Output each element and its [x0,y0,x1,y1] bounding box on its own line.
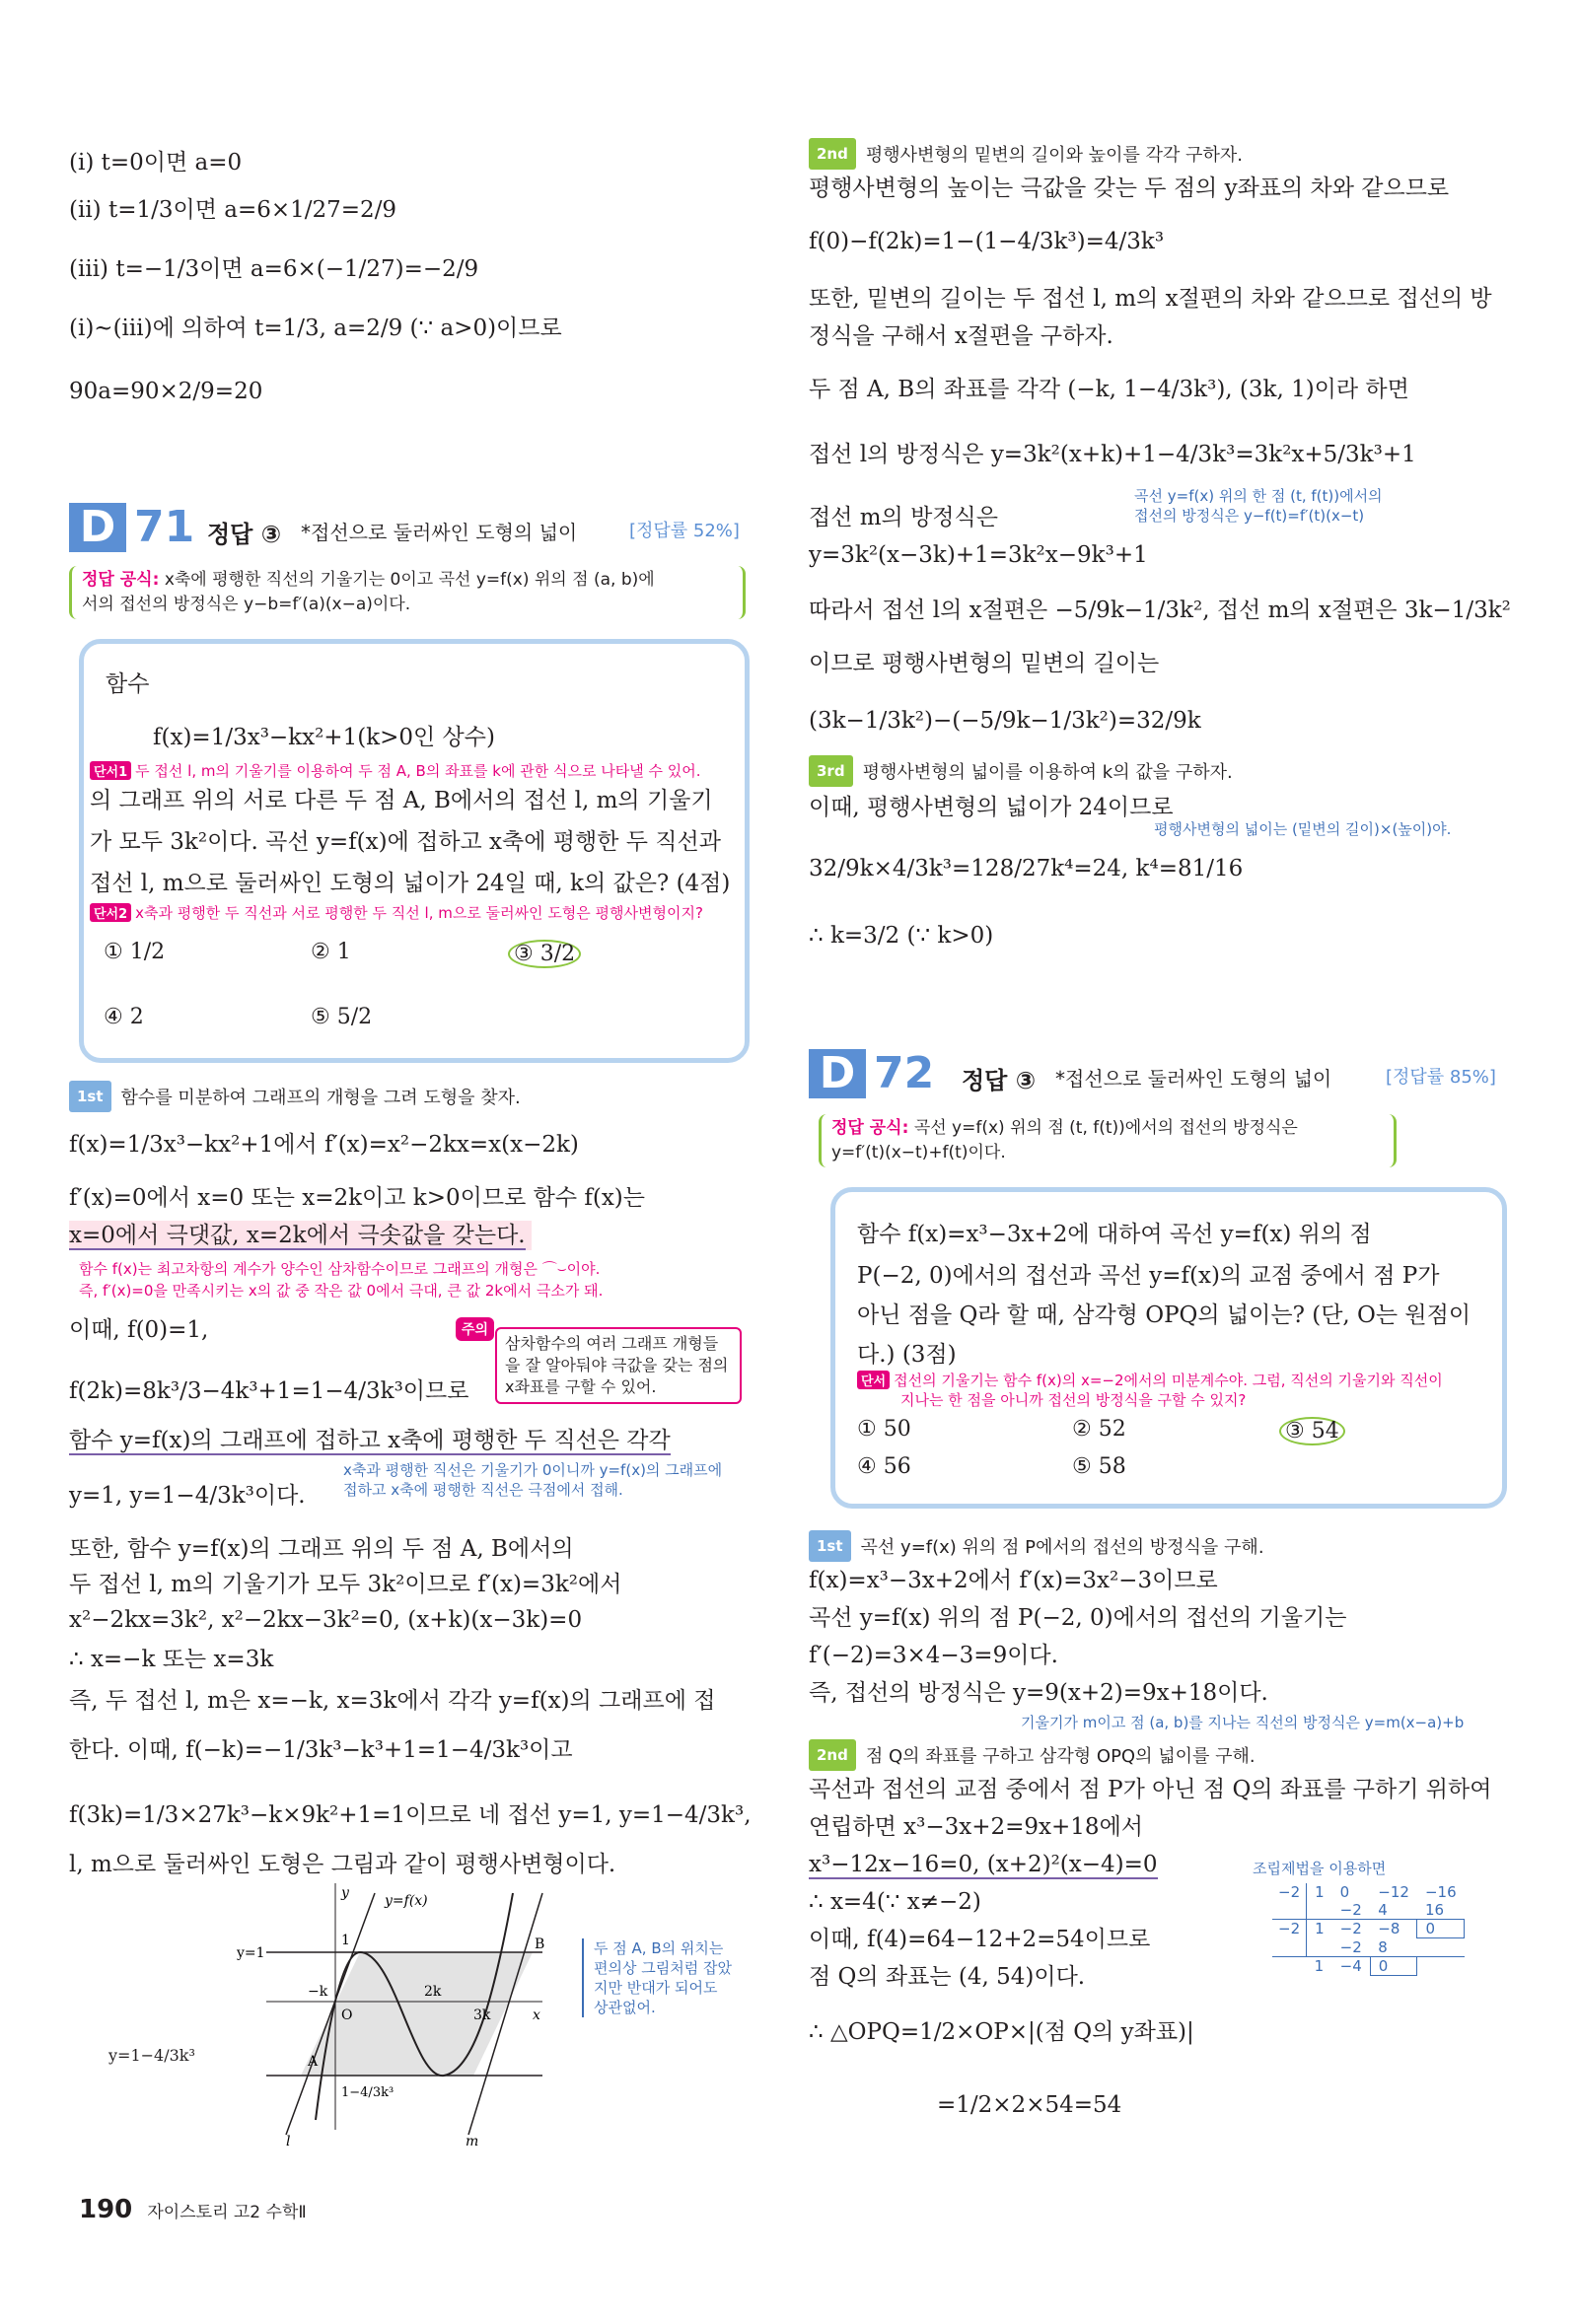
one-label: 1 [341,1933,350,1948]
sol-line: 연립하면 x³−3x+2=9x+18에서 [809,1814,1144,1840]
question-line-4: 다.) (3점) [857,1342,957,1368]
shape-note-1: 함수 f(x)는 최고차항의 계수가 양수인 삼차함수이므로 그래프의 개형은 ⌒⌣이야. [79,1260,601,1278]
question-line-1: 의 그래프 위의 서로 다른 두 점 A, B에서의 접선 l, m의 기울기 [90,788,713,813]
point-a-label: A [308,2054,319,2070]
step-3rd: 3rd 평행사변형의 넓이를 이용하여 k의 값을 구하자. [809,755,1233,788]
sol-line: 평행사변형의 높이는 극값을 갖는 두 점의 y좌표의 차와 같으므로 [809,176,1450,201]
step-1st-text: 곡선 y=f(x) 위의 점 P에서의 접선의 방정식을 구해. [860,1537,1264,1558]
rate-label: [정답률 52%] [629,521,740,541]
question-box [830,1187,1507,1509]
area-note: 평행사변형의 넓이는 (밑변의 길이)×(높이)야. [1154,820,1452,838]
curve-label: y=f(x) [385,1893,428,1909]
option-2[interactable]: ② 52 [1072,1417,1126,1442]
formula-label: 정답 공식: [82,570,160,590]
answer-label: 정답 ③ [207,521,282,548]
case-2-line: (ⅱ) t=1/3이면 a=6×1/27=2/9 [69,197,397,223]
hint2-tag: 단서2 [90,903,131,922]
formula-text-1: 곡선 y=f(x) 위의 점 (t, f(t))에서의 접선의 방정식은 [913,1118,1298,1138]
parallel-note-1: x축과 평행한 직선은 기울기가 0이니까 y=f(x)의 그래프에 [343,1461,723,1479]
sol-line: 정식을 구해서 x절편을 구하자. [809,323,1113,349]
problem-72-header [809,1049,1519,1100]
option-3[interactable] [508,940,581,968]
case-summary-line: (ⅰ)~(ⅲ)에 의하여 t=1/3, a=2/9 (∵ a>0)이므로 [69,316,562,341]
option-3-correct: ③ 54 [1279,1417,1345,1445]
sol-line: 이때, f(4)=64−12+2=54이므로 [809,1927,1151,1952]
option-2[interactable]: ② 1 [311,940,351,964]
page-number: 190 [79,2195,133,2224]
sol-line: 한다. 이때, f(−k)=−1/3k³−k³+1=1−4/3k³이고 [69,1737,573,1763]
step-2nd-text: 점 Q의 좌표를 구하고 삼각형 OPQ의 넓이를 구해. [865,1746,1256,1767]
option-4[interactable]: ④ 2 [104,1005,144,1029]
hint-line-2: 지나는 한 점을 아니까 접선의 방정식을 구할 수 있지? [900,1391,1247,1409]
bottom-value-label: 1−4/3k³ [341,2085,395,2100]
synthetic-division-table: −2 1 0 −12 −16 −2 4 16 −2 1 −2 −8 0 −2 8 1 −4 0 [1272,1883,1465,1976]
sol-line: ∴ k=3/2 (∵ k>0) [809,923,994,949]
question-intro: 함수 [106,671,150,697]
sol-line: 또한, 밑변의 길이는 두 접선 l, m의 x절편의 차와 같으므로 접선의 방 [809,286,1492,312]
d-label: D [809,1049,866,1098]
sol-line: f(3k)=1/3×27k³−k×9k²+1=1이므로 네 접선 y=1, y=1−4/3k³, [69,1802,752,1828]
sol-line: f′(x)=0에서 x=0 또는 x=2k이고 k>0이므로 함수 f(x)는 [69,1185,646,1211]
option-1[interactable]: ① 50 [857,1417,911,1442]
question-box [79,639,750,1063]
formula-text-1: x축에 평행한 직선의 기울기는 0이고 곡선 y=f(x) 위의 점 (a, b)에 [164,570,655,590]
question-line-2: P(−2, 0)에서의 접선과 곡선 y=f(x)의 교점 중에서 점 P가 [857,1263,1440,1289]
page-footer [79,2195,307,2224]
sol-line: x²−2kx=3k², x²−2kx−3k²=0, (x+k)(x−3k)=0 [69,1607,583,1633]
sol-line: f(2k)=8k³/3−4k³+1=1−4/3k³이므로 [69,1378,469,1404]
option-3[interactable] [1279,1417,1345,1445]
sol-line: 이때, f(0)=1, [69,1317,209,1343]
question-line-2: 가 모두 3k²이다. 곡선 y=f(x)에 접하고 x축에 평행한 두 직선과 [90,829,721,855]
sol-line: 두 접선 l, m의 기울기가 모두 3k²이므로 f′(x)=3k²에서 [69,1572,622,1597]
shape-note-2: 즉, f′(x)=0을 만족시키는 x의 값 중 작은 값 0에서 극대, 큰 값 2k에서 극소가 돼. [79,1282,604,1300]
three-k-label: 3k [473,2007,491,2023]
question-line-3: 접선 l, m으로 둘러싸인 도형의 넓이가 24일 때, k의 값은? (4점) [90,871,731,896]
sol-line-underlined: 함수 y=f(x)의 그래프에 접하고 x축에 평행한 두 직선은 각각 [69,1428,671,1453]
sol-line: y=3k²(x−3k)+1=3k²x−9k³+1 [809,542,1148,568]
hint1 [90,760,701,781]
tangent-note-1: 곡선 y=f(x) 위의 한 점 (t, f(t))에서의 [1134,487,1383,505]
answer-label: 정답 ③ [962,1067,1037,1094]
sol-line-underlined: x³−12x−16=0, (x+2)²(x−4)=0 [809,1852,1158,1877]
sol-line: 점 Q의 좌표는 (4, 54)이다. [809,1964,1086,1990]
sol-line: =1/2×2×54=54 [937,2092,1122,2118]
question-line-1: 함수 f(x)=x³−3x+2에 대하여 곡선 y=f(x) 위의 점 [857,1222,1372,1247]
l-label: l [286,2134,291,2149]
question-line-3: 아닌 점을 Q라 할 때, 삼각형 OPQ의 넓이는? (단, O는 원점이 [857,1303,1471,1328]
sol-line: ∴ x=4(∵ x≠−2) [809,1889,981,1915]
hint1-text: 두 접선 l, m의 기울기를 이용하여 두 점 A, B의 좌표를 k에 관한 식으로 나타낼 수 있어. [135,762,701,780]
option-3-correct: ③ 3/2 [508,940,581,968]
step-1st: 1st 함수를 미분하여 그래프의 개형을 그려 도형을 찾자. [69,1081,521,1113]
formula-text-2: 서의 접선의 방정식은 y−b=f′(a)(x−a)이다. [82,595,411,614]
topic-label: *접선으로 둘러싸인 도형의 넓이 [1055,1067,1332,1091]
point-b-label: B [535,1937,545,1952]
sol-line-highlight [69,1221,532,1250]
question-function: f(x)=1/3x³−kx²+1(k>0인 상수) [153,725,495,750]
hint-tag: 단서 [857,1371,890,1389]
formula-text-2: y=f′(t)(x−t)+f(t)이다. [831,1143,1006,1162]
sol-line: ∴ x=−k 또는 x=3k [69,1647,274,1672]
sol-line-underlined: x=0에서 극댓값, x=2k에서 극솟값을 갖는다. [69,1223,526,1248]
slope-note: 기울기가 m이고 점 (a, b)를 지나는 직선의 방정식은 y=m(x−a)+b [1021,1714,1465,1731]
sol-line: 곡선과 접선의 교점 중에서 점 P가 아닌 점 Q의 좌표를 구하기 위하여 [809,1777,1492,1802]
case-3-line: (ⅲ) t=−1/3이면 a=6×(−1/27)=−2/9 [69,256,479,282]
d-label: D [69,503,126,552]
warning-tag: 주의 [456,1317,494,1341]
sol-line: f(x)=x³−3x+2에서 f′(x)=3x²−3이므로 [809,1568,1218,1593]
problem-number: 72 [874,1048,935,1098]
step-2nd: 2nd 평행사변형의 밑변의 길이와 높이를 각각 구하자. [809,138,1243,171]
option-5[interactable]: ⑤ 5/2 [311,1005,373,1029]
sol-line: 이므로 평행사변형의 밑변의 길이는 [809,651,1160,676]
sol-line: 곡선 y=f(x) 위의 점 P(−2, 0)에서의 접선의 기울기는 [809,1605,1347,1631]
sol-line: f(x)=1/3x³−kx²+1에서 f′(x)=x²−2kx=x(x−2k) [69,1132,579,1158]
hint-text-1: 접선의 기울기는 함수 f(x)의 x=−2에서의 미분계수야. 그럼, 직선의 기울기와 직선이 [894,1372,1443,1389]
problem-number: 71 [134,502,195,552]
rate-label: [정답률 85%] [1386,1067,1496,1088]
line-bottom-label: y=1−4/3k³ [108,2046,195,2065]
sol-line: 두 점 A, B의 좌표를 각각 (−k, 1−4/3k³), (3k, 1)이라 하면 [809,377,1409,402]
tangent-note-2: 접선의 방정식은 y−f(t)=f′(t)(x−t) [1134,507,1365,525]
formula-box [819,1114,1397,1167]
x-axis-label: x [533,2007,540,2023]
hint2-text: x축과 평행한 두 직선과 서로 평행한 두 직선 l, m으로 둘러싸인 도형은 평행사변형이지? [135,904,703,922]
sol-line: 접선 m의 방정식은 [809,505,998,530]
hint2 [90,902,703,923]
step-1st-text: 함수를 미분하여 그래프의 개형을 그려 도형을 찾자. [120,1088,521,1108]
neg-k-label: −k [308,1984,328,2000]
step-2nd-text: 평행사변형의 밑변의 길이와 높이를 각각 구하자. [865,145,1243,166]
sol-line: f′(−2)=3×4−3=9이다. [809,1643,1058,1668]
topic-label: *접선으로 둘러싸인 도형의 넓이 [301,521,578,544]
step-2nd: 2nd 점 Q의 좌표를 구하고 삼각형 OPQ의 넓이를 구해. [809,1739,1256,1772]
sol-line: y=1, y=1−4/3k³이다. [69,1483,306,1509]
sol-line: 즉, 접선의 방정식은 y=9(x+2)=9x+18이다. [809,1680,1268,1706]
formula-label: 정답 공식: [831,1118,909,1138]
step-1st: 1st 곡선 y=f(x) 위의 점 P에서의 접선의 방정식을 구해. [809,1530,1264,1563]
sol-line: f(0)−f(2k)=1−(1−4/3k³)=4/3k³ [809,229,1165,254]
synthetic-label: 조립제법을 이용하면 [1253,1860,1387,1877]
two-k-label: 2k [424,1984,442,2000]
y-axis-label: y [341,1885,349,1901]
warning-box: 삼차함수의 여러 그래프 개형들을 잘 알아둬야 극값을 갖는 점의 x좌표를 구할 수 있어. [495,1327,742,1404]
option-1[interactable]: ① 1/2 [104,940,166,964]
line-top-label: y=1 [237,1945,265,1961]
sol-line: (3k−1/3k²)−(−5/9k−1/3k²)=32/9k [809,708,1201,734]
formula-box [69,566,746,619]
option-4[interactable]: ④ 56 [857,1454,911,1479]
sol-line: ∴ △OPQ=1/2×OP×|(점 Q의 y좌표)| [809,2019,1194,2045]
sol-line: 또한, 함수 y=f(x)의 그래프 위의 두 점 A, B에서의 [69,1536,574,1562]
problem-71-header [69,503,759,554]
parallelogram-graph [237,1883,545,2149]
origin-label: O [341,2007,353,2023]
sol-line: 즉, 두 접선 l, m은 x=−k, x=3k에서 각각 y=f(x)의 그래프에 접 [69,1688,716,1714]
case-result-line: 90a=90×2/9=20 [69,379,263,404]
hint1-tag: 단서1 [90,761,131,780]
step-3rd-text: 평행사변형의 넓이를 이용하여 k의 값을 구하자. [862,762,1233,783]
graph-note: 두 점 A, B의 위치는 편의상 그림처럼 잡았지만 반대가 되어도 상관없어. [582,1938,732,2017]
sol-line: 이때, 평행사변형의 넓이가 24이므로 [809,795,1174,820]
m-label: m [466,2134,479,2149]
sol-line: 접선 l의 방정식은 y=3k²(x+k)+1−4/3k³=3k²x+5/3k³+1 [809,442,1416,467]
option-5[interactable]: ⑤ 58 [1072,1454,1126,1479]
case-1-line: (ⅰ) t=0이면 a=0 [69,150,243,176]
hint-line-1 [857,1370,1443,1390]
sol-line: 따라서 접선 l의 x절편은 −5/9k−1/3k², 접선 m의 x절편은 3k−1/3k² [809,598,1511,623]
parallel-note-2: 접하고 x축에 평행한 직선은 극점에서 접해. [343,1481,623,1499]
sol-line: 32/9k×4/3k³=128/27k⁴=24, k⁴=81/16 [809,856,1244,881]
sol-line: l, m으로 둘러싸인 도형은 그림과 같이 평행사변형이다. [69,1852,616,1877]
book-title: 자이스토리 고2 수학Ⅱ [147,2203,307,2222]
